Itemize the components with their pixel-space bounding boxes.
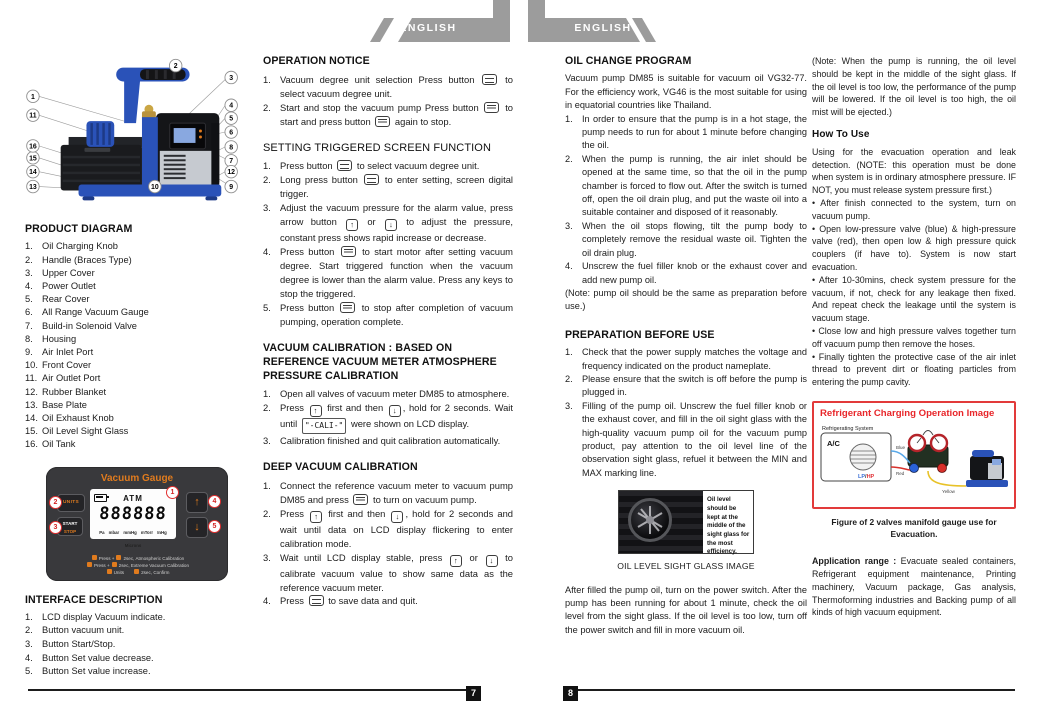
arrow-down-key-icon: ↓ xyxy=(486,555,498,567)
interface-description-list xyxy=(25,611,253,679)
gauge-lcd-display xyxy=(90,489,176,549)
list-item: 4. Press to save data and quit. xyxy=(263,595,418,607)
start-stop-button-icon xyxy=(484,102,499,113)
arrow-up-key-icon: ↑ xyxy=(310,511,322,523)
list-item: 1. Open all valves of vacuum meter DM85 to atmosphere. xyxy=(263,388,510,400)
start-stop-button-icon xyxy=(341,246,356,257)
arrow-up-key-icon: ↑ xyxy=(310,405,322,417)
list-item: 1. LCD display Vacuum indicate. xyxy=(25,611,166,622)
list-item: 11. Air Outlet Port xyxy=(25,373,101,384)
svg-text:Yellow: Yellow xyxy=(942,488,955,494)
list-item: 8. Housing xyxy=(25,333,77,344)
legend-row: Press + 2sec, Atmospheric Calibration xyxy=(46,555,228,562)
note-running-paragraph: (Note: When the pump is running, the oil level should be kept in the middle of the sight glass. If the oil level is too low, the performance of the pump will be lowered. If the oil level is too high, the oil mist will be ejected.) xyxy=(812,56,1016,118)
figure-caption: Figure of 2 valves manifold gauge use for Evacuation. xyxy=(831,516,997,540)
svg-text:2: 2 xyxy=(173,63,178,71)
start-stop-button: START STOP xyxy=(57,517,83,536)
page8-number: 8 xyxy=(563,686,578,701)
list-item: 2. Start and stop the vacuum pump Press button to start and press button again to stop. xyxy=(263,101,514,127)
gauge-callout-3: 3 xyxy=(49,521,62,534)
lcd-unit-mode: ATM xyxy=(123,493,143,503)
page7-right-column xyxy=(263,55,513,608)
application-range-label: Application range : xyxy=(812,556,897,567)
gauge-callout-5: 5 xyxy=(208,520,221,533)
product-diagram-title: PRODUCT DIAGRAM xyxy=(25,223,133,236)
svg-text:Refrigerating System: Refrigerating System xyxy=(822,425,874,432)
preparation-title: PREPARATION BEFORE USE xyxy=(565,328,715,341)
right-banner-slash xyxy=(628,0,688,42)
vacuum-calibration-title: VACUUM CALIBRATION : BASED ON REFERENCE VACUUM METER ATMOSPHERE PRESSURE CALIBRATION xyxy=(263,342,497,383)
svg-text:Red: Red xyxy=(896,470,905,476)
operation-notice-title: OPERATION NOTICE xyxy=(263,55,370,67)
oil-change-intro: Vacuum pump DM85 is suitable for vacuum oil VG32-77. For the efficiency work, VG46 is the most suitable for using in equatorial countries like Thailand. xyxy=(565,73,807,111)
start-stop-button-icon xyxy=(353,494,368,505)
list-item: 2. Please ensure that the switch is off before the pump is plugged in. xyxy=(565,373,807,398)
list-item: 15. Oil Level Sight Glass xyxy=(25,426,129,437)
list-item: 9. Air Inlet Port xyxy=(25,347,94,358)
units-button-icon xyxy=(337,160,352,171)
list-item: 1. Connect the reference vacuum meter to vacuum pump DM85 and press to turn on vacuum pump. xyxy=(263,480,513,505)
list-item: 12. Rubber Blanket xyxy=(25,386,107,397)
page7-number: 7 xyxy=(466,686,481,701)
left-english-label: ENGLISH xyxy=(399,22,457,34)
gauge-title: Vacuum Gauge xyxy=(100,472,174,484)
deep-calibration-title: DEEP VACUUM CALIBRATION xyxy=(263,461,418,474)
interface-description-title: INTERFACE DESCRIPTION xyxy=(25,593,163,606)
list-item: 1. Check that the power supply matches the voltage and frequency indicated on the product nameplate. xyxy=(565,347,807,371)
list-item: 4. Button Set value decrease. xyxy=(25,652,154,663)
sight-glass-reflections xyxy=(628,498,672,542)
oil-change-note: (Note: pump oil should be the same as preparation before use.) xyxy=(565,287,807,312)
svg-text:15: 15 xyxy=(29,155,37,163)
list-item: 4. Unscrew the fuel filler knob or the exhaust cover and add new pump oil. xyxy=(565,261,807,285)
cali-lcd-text: "-CALI-" xyxy=(302,418,347,434)
list-item: 3. Filling of the pump oil. Unscrew the fuel filler knob or the exhaust cover, and fill in the oil sight glass with the high-quality vacuum pump oil for the vacuum pump product, pay attention to the oil level line of the observation sight glass, refuel it between the MIN and MAX marking line. xyxy=(565,400,807,478)
svg-text:9: 9 xyxy=(229,184,234,192)
list-item: 5. Press button to stop after completion of vacuum pumping, operation complete. xyxy=(263,301,514,327)
list-item: 13. Base Plate xyxy=(25,399,87,410)
list-item: 3. Upper Cover xyxy=(25,267,95,278)
left-banner-slash xyxy=(350,0,410,42)
svg-text:12: 12 xyxy=(227,169,236,177)
manifold-gauge-diagram xyxy=(820,423,1010,499)
legend-row: Units 2sec, Confirm xyxy=(46,569,228,576)
svg-text:4: 4 xyxy=(229,102,234,110)
gauge-legend xyxy=(46,555,228,576)
svg-text:14: 14 xyxy=(29,169,37,177)
list-item: 16. Oil Tank xyxy=(25,439,76,450)
refrigerant-operation-box xyxy=(812,401,1016,509)
list-item: 14. Oil Exhaust Knob xyxy=(25,413,114,424)
arrow-up-key-icon: ↑ xyxy=(450,555,462,567)
start-stop-button-icon xyxy=(340,302,355,313)
svg-text:LP/HP: LP/HP xyxy=(858,473,875,480)
units-button: UNITS xyxy=(57,494,85,512)
list-item: 1. In order to ensure that the pump is in a hot stage, the pump needs to run for about 1 minute before changing the oil. xyxy=(565,113,807,151)
arrow-down-mini-icon xyxy=(87,562,92,567)
list-item: 5. Rear Cover xyxy=(25,294,90,305)
page8-left-column xyxy=(565,55,807,637)
gauge-callout-2: 2 xyxy=(49,496,62,509)
list-item: 1. Oil Charging Knob xyxy=(25,241,118,252)
arrow-down-key-icon: ↓ xyxy=(385,219,397,231)
refrigerant-box-title: Refrigerant Charging Operation Image xyxy=(820,407,995,419)
bullet-item: • Close low and high pressure valves together turn off vacuum pump then remove the hoses. xyxy=(812,325,1016,349)
units-button-icon xyxy=(482,74,497,85)
svg-text:1: 1 xyxy=(31,93,35,101)
list-item: 2. When the pump is running, the air inlet should be opened at the same time, so that the oil in the pump chamber is forced to flow out. After the switch is turned off, open the oil drain plug, and put the waste oil into a suitable container and disposed of it reasonably. xyxy=(565,153,807,218)
sight-glass-caption: OIL LEVEL SIGHT GLASS IMAGE xyxy=(617,561,755,572)
bullet-item: • Finally tighten the protective case of the air inlet thread to prevent dirt or floating particles from entering the pump cavity. xyxy=(812,351,1016,388)
arrow-up-mini-icon xyxy=(112,562,117,567)
page8-right-column xyxy=(812,55,1016,619)
how-to-use-intro: Using for the evacuation operation and leak detection. (NOTE: this operation must be done when system is in ordinary atmosphere pressure. IF NOT, you must release system pressure first.) xyxy=(812,146,1016,196)
application-range-paragraph: Application range : Evacuate sealed containers, Refrigerant equipment maintenance, Printing machinery, Vacuum package, Gas analysis, Thermoforming industries and Backing pump of all kinds of high vacuum equipment. xyxy=(812,556,1017,618)
list-item: 3. Button Start/Stop. xyxy=(25,639,116,650)
lcd-units-row: Pa mbar mmHg mTorr InHg Microns xyxy=(99,529,167,549)
arrow-down-button: ↓ xyxy=(186,517,208,538)
gauge-callout-1: 1 xyxy=(166,486,179,499)
list-item: 4. Press button to start motor after setting vacuum degree. Start triggered function when the vacuum degree is lower than the alarm value. Press any keys to stop the triggered. xyxy=(263,245,513,299)
list-item: 2. Press ↑ first and then ↓ , hold for 2 seconds. Wait until "-CALI-" were shown on LCD display. xyxy=(263,401,513,434)
list-item: 6. All Range Vacuum Gauge xyxy=(25,307,149,318)
arrow-up-mini-icon xyxy=(92,555,97,560)
svg-text:Blue: Blue xyxy=(896,444,906,450)
svg-text:11: 11 xyxy=(29,112,37,120)
units-button-icon xyxy=(309,595,324,606)
svg-text:A/C: A/C xyxy=(827,438,840,448)
battery-icon xyxy=(94,494,107,502)
gauge-callout-4: 4 xyxy=(208,495,221,508)
list-item: 5. Button Set value increase. xyxy=(25,666,151,677)
right-english-label: ENGLISH xyxy=(574,22,632,34)
sight-glass-note-text: Oil level should be kept at the middle of the sight glass for the most efficiency. xyxy=(703,491,753,553)
list-item: 4. Power Outlet xyxy=(25,281,96,292)
setting-function-title: SETTING TRIGGERED SCREEN FUNCTION xyxy=(263,141,491,154)
arrow-up-key-icon: ↑ xyxy=(346,219,358,231)
vacuum-gauge-panel xyxy=(46,467,228,581)
list-item: 2. Press ↑ first and then ↓ , hold for 2 seconds and wait until data on LCD display flickering to enter calibration mode. xyxy=(263,507,514,549)
svg-text:7: 7 xyxy=(229,158,234,166)
list-item: 10. Front Cover xyxy=(25,360,92,371)
pump-product-diagram xyxy=(25,52,253,216)
svg-text:3: 3 xyxy=(229,74,234,82)
units-button-icon xyxy=(364,174,379,185)
bullet-item: • Open low-pressure valve (blue) & high-pressure valve (red), then open low & high pressure quick couplers (if have to). System is now start evacuation. xyxy=(812,223,1016,272)
svg-text:8: 8 xyxy=(229,144,234,152)
sight-glass-photo xyxy=(619,491,703,553)
svg-text:6: 6 xyxy=(229,129,234,137)
bullet-item: • After 10-30mins, check system pressure for the vacuum, if not, check for any leakage then fixed. And repeat check the leakage until the system is vacuum stage. xyxy=(812,274,1016,324)
units-mini-icon xyxy=(107,569,112,574)
list-item: 2. Long press button to enter setting, screen digital trigger. xyxy=(263,174,513,200)
page8-footer-line xyxy=(578,689,1015,691)
svg-text:5: 5 xyxy=(229,115,234,123)
start-stop-button-icon xyxy=(375,116,390,127)
list-item: 1. Press button to select vacuum degree unit. xyxy=(263,160,480,172)
svg-text:10: 10 xyxy=(151,184,159,192)
arrow-down-mini-icon xyxy=(116,555,121,560)
list-item: 3. Adjust the vacuum pressure for the alarm value, press arrow button ↑ or ↓ to adjust the pressure, constant press shows rapid increase or decrease. xyxy=(263,202,514,244)
confirm-mini-icon xyxy=(134,569,139,574)
arrow-down-key-icon: ↓ xyxy=(389,405,401,417)
list-item: 3. When the oil stops flowing, tilt the pump body to completely remove the residual waste oil. Tighten the oil drain plug. xyxy=(565,220,807,258)
oil-sight-glass-image xyxy=(618,490,754,554)
bullet-item: • After finish connected to the system, turn on vacuum pump. xyxy=(812,197,1016,221)
list-item: 2. Button vacuum unit. xyxy=(25,625,125,636)
list-item: 1. Vacuum degree unit selection Press button to select vacuum degree unit. xyxy=(263,73,513,99)
product-diagram-list xyxy=(25,240,253,451)
list-item: 2. Handle (Braces Type) xyxy=(25,254,132,265)
oil-change-title: OIL CHANGE PROGRAM xyxy=(565,55,692,67)
svg-text:16: 16 xyxy=(29,143,37,151)
list-item: 3. Wait until LCD display stable, press ↑ or ↓ to calibrate vacuum value to show same data as the reference vacuum meter. xyxy=(263,551,513,593)
lcd-digits: 888888 xyxy=(98,503,168,524)
how-to-use-title: How To Use xyxy=(812,128,870,140)
legend-row: Press + 2sec, Extreme Vacuum Calibration xyxy=(46,562,228,569)
arrow-down-key-icon: ↓ xyxy=(391,511,403,523)
arrow-up-button: ↑ xyxy=(186,492,208,513)
page7-left-column xyxy=(25,52,253,679)
page7-footer-line xyxy=(28,689,466,691)
list-item: 3. Calibration finished and quit calibration automatically. xyxy=(263,435,501,447)
svg-text:13: 13 xyxy=(29,184,37,192)
list-item: 7. Build-in Solenoid Valve xyxy=(25,320,137,331)
right-english-banner xyxy=(528,0,688,42)
after-fill-paragraph: After filled the pump oil, turn on the power switch. After the pump has been running for about 1 minute, check the oil level from the sight glass. If the oil level is too low, turn off the power switch and fill in more vacuum oil. xyxy=(565,584,807,635)
